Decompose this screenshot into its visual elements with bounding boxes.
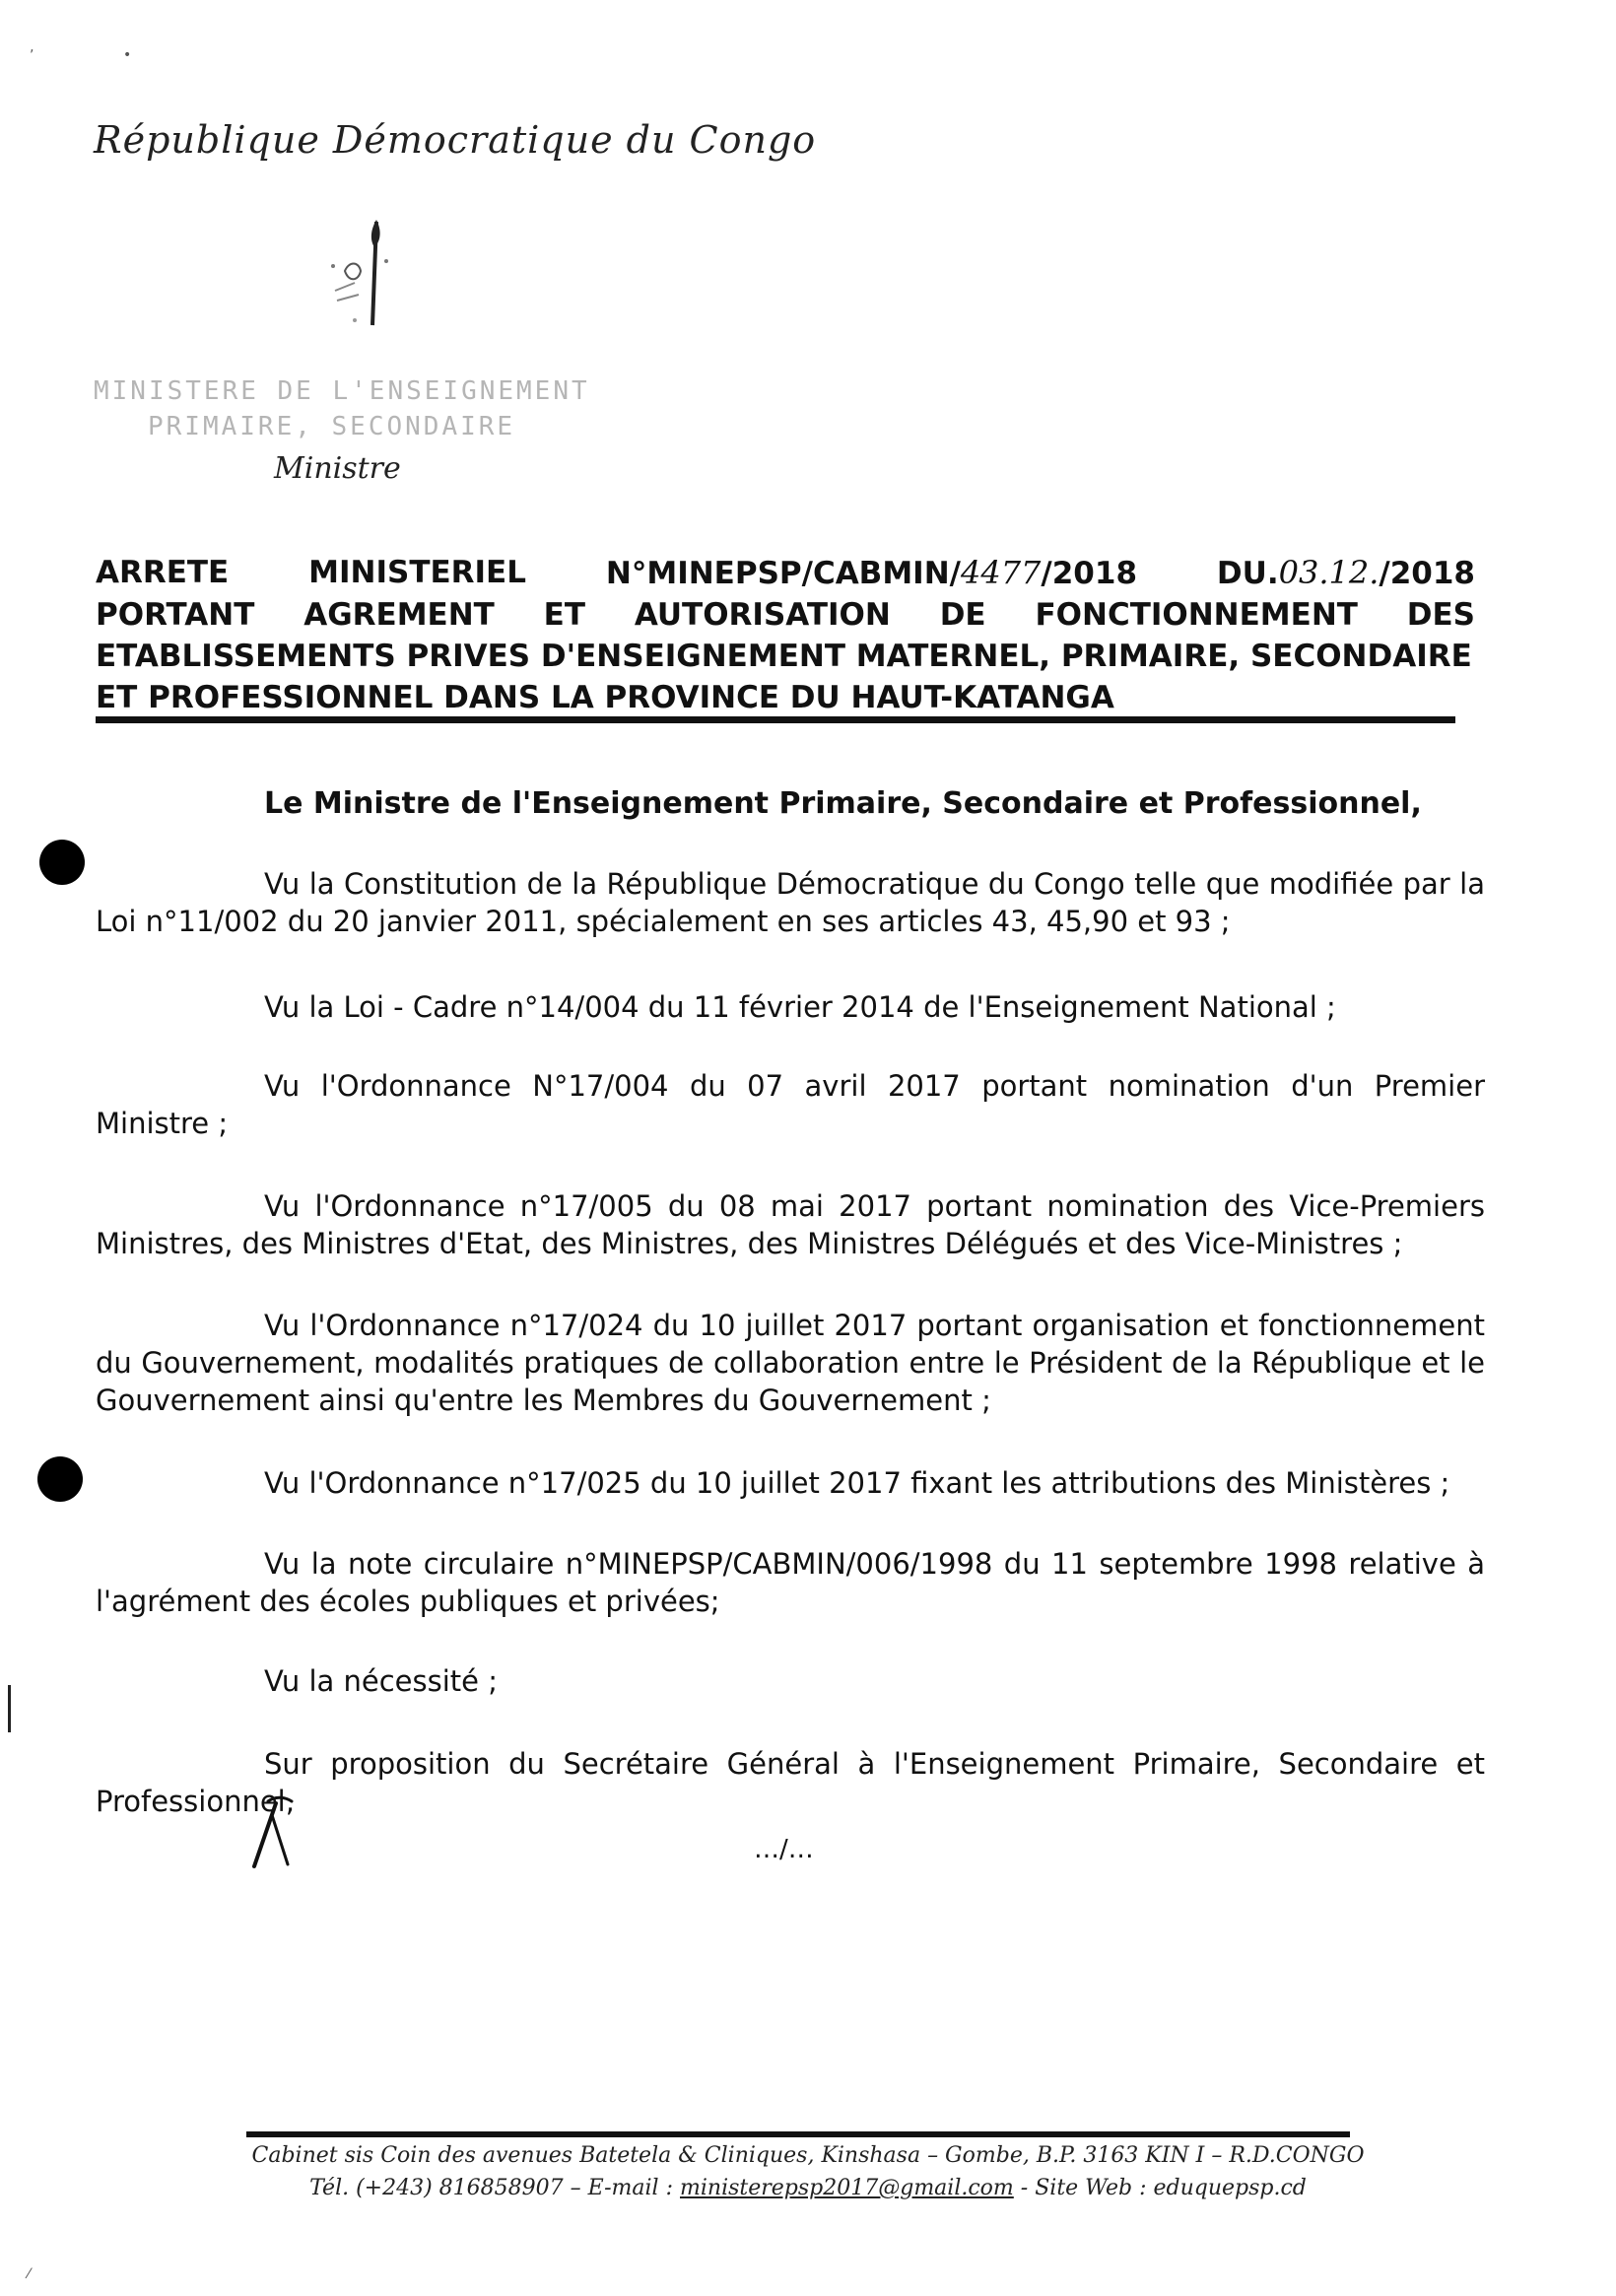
scan-speck: ⁄ [28, 2266, 31, 2282]
paragraph-text: Vu la Loi - Cadre n°14/004 du 11 février 2014 de l'Enseignement National ; [264, 990, 1336, 1024]
title-word: AUTORISATION [634, 597, 891, 633]
footer-email-link[interactable]: ministerepsp2017@gmail.com [680, 2176, 1014, 2200]
scan-speck: • [123, 47, 132, 63]
title-word: DES [1406, 597, 1475, 633]
reference-year: /2018 [1041, 556, 1138, 591]
considerant-paragraph [96, 1067, 1485, 1142]
title-line-4: ET PROFESSIONNEL DANS LA PROVINCE DU HAUT-KATANGA [96, 680, 1114, 715]
paragraph-text: Sur proposition du Secrétaire Général à l'Enseignement Primaire, Secondaire et Professionnel, [96, 1747, 1485, 1818]
scan-speck: ‚ [30, 39, 34, 55]
minister-heading: Le Ministre de l'Enseignement Primaire, Secondaire et Professionnel, [264, 786, 1422, 821]
title-word: DE [939, 597, 986, 633]
paragraph-text: Vu la note circulaire n°MINEPSP/CABMIN/006/1998 du 11 septembre 1998 relative à l'agrément des écoles publiques et privées; [96, 1547, 1485, 1618]
reference-prefix: N°MINEPSP/CABMIN/ [605, 556, 961, 591]
footer-rule [246, 2131, 1350, 2137]
paragraph-text: Vu l'Ordonnance N°17/004 du 07 avril 2017 portant nomination d'un Premier Ministre ; [96, 1069, 1485, 1140]
title-line-2 [96, 594, 1475, 636]
title-line-1 [96, 552, 1475, 594]
considerant-paragraph [96, 1187, 1485, 1262]
scan-margin-mark [8, 1685, 11, 1732]
punch-hole [39, 840, 85, 885]
decree-date [1217, 552, 1475, 594]
title-word: AGREMENT [303, 597, 495, 633]
paragraph-text: Vu la nécessité ; [264, 1664, 498, 1698]
title-word: FONCTIONNEMENT [1035, 597, 1358, 633]
republic-heading: République Démocratique du Congo [94, 118, 817, 162]
paragraph-text: Vu la Constitution de la République Démocratique du Congo telle que modifiée par la Loi n°11/002 du 20 janvier 2011, spécialement en ses articles 43, 45,90 et 93 ; [96, 867, 1485, 938]
considerant-paragraph [96, 1545, 1485, 1620]
considerant-paragraph [96, 1662, 1485, 1700]
title-word: ET [543, 597, 585, 633]
considerant-paragraph [96, 1464, 1485, 1502]
decree-reference [606, 552, 1137, 594]
considerant-paragraph [96, 865, 1485, 940]
considerant-paragraph [96, 988, 1485, 1026]
faded-ministry-line: MINISTERE DE L'ENSEIGNEMENT [94, 376, 590, 406]
paragraph-text: Vu l'Ordonnance n°17/005 du 08 mai 2017 portant nomination des Vice-Premiers Ministres, des Ministres d'Etat, des Ministres, des Ministres Délégués et des Vice-Ministres ; [96, 1189, 1485, 1260]
footer-contact [197, 2176, 1419, 2200]
footer-phone: Tél. (+243) 816858907 – E-mail : [309, 2176, 680, 2200]
punch-hole [37, 1456, 83, 1502]
paragraph-text: Vu l'Ordonnance n°17/024 du 10 juillet 2017 portant organisation et fonctionnement du Gouvernement, modalités pratiques de collaboration entre le Président de la République et le Gouvernement ainsi qu'entre les Membres du Gouvernement ; [96, 1309, 1485, 1417]
footer-address: Cabinet sis Coin des avenues Batetela & Cliniques, Kinshasa – Gombe, B.P. 3163 KIN I – R.D.CONGO [251, 2143, 1365, 2168]
footer-website: - Site Web : eduquepsp.cd [1013, 2176, 1307, 2200]
handwritten-number: 4477 [960, 554, 1042, 591]
title-word: ARRETE [96, 555, 230, 590]
faded-ministry-line: PRIMAIRE, SECONDAIRE [148, 412, 516, 441]
decree-title [96, 552, 1475, 718]
continuation-mark: …/… [754, 1835, 814, 1864]
coat-of-arms-emblem [315, 212, 404, 330]
title-word: PORTANT [96, 597, 255, 633]
ministre-heading: Ministre [274, 451, 401, 486]
title-underline [96, 716, 1455, 723]
considerant-paragraph [96, 1307, 1485, 1419]
title-line-3: ETABLISSEMENTS PRIVES D'ENSEIGNEMENT MATERNEL, PRIMAIRE, SECONDAIRE [96, 639, 1472, 674]
paragraph-text: Vu l'Ordonnance n°17/025 du 10 juillet 2017 fixant les attributions des Ministères ; [264, 1466, 1450, 1500]
title-word: MINISTERIEL [308, 555, 526, 590]
handwritten-date: 03.12. [1278, 554, 1380, 591]
date-prefix: DU. [1216, 556, 1279, 591]
handwritten-initials [246, 1791, 305, 1870]
date-year: /2018 [1379, 556, 1475, 591]
